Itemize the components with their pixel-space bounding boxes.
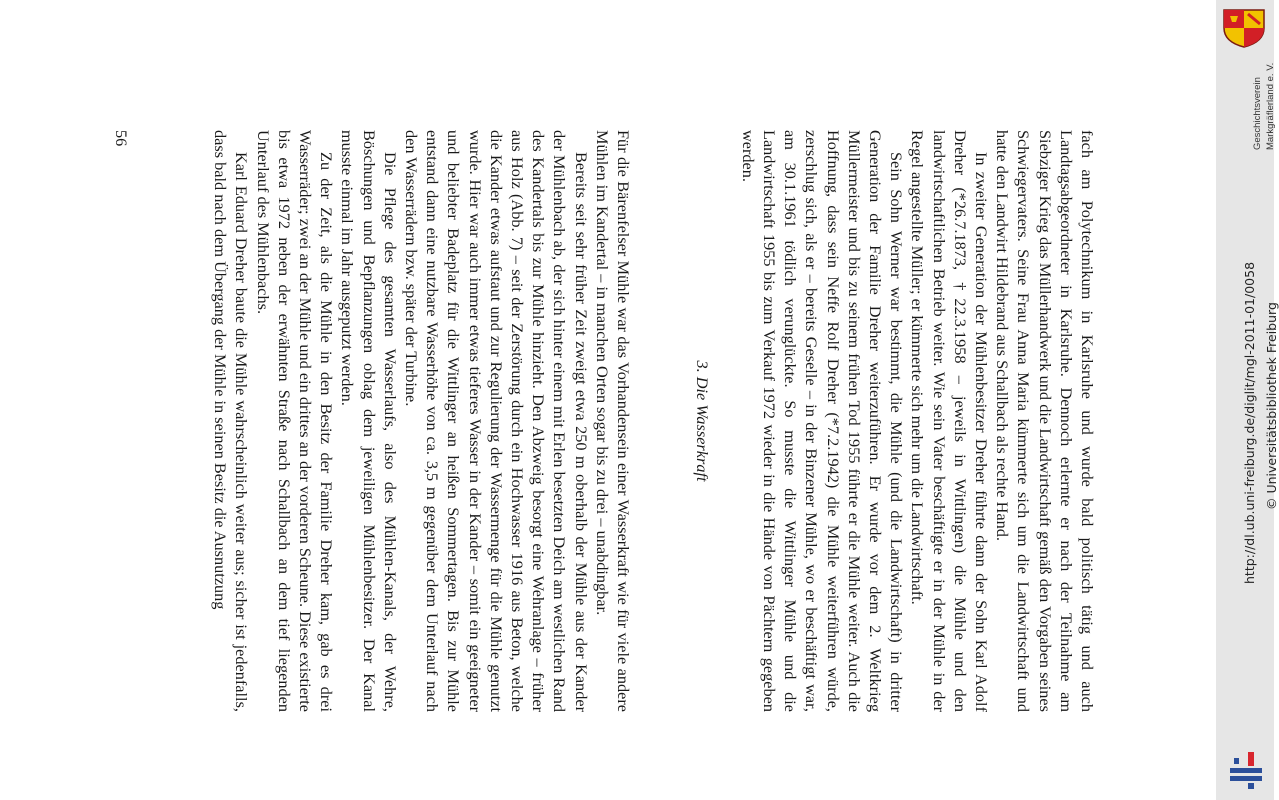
paragraph: Bereits seit sehr früher Zeit zweigt etwa 250 m oberhalb der Mühle aus der Kander der Mühlenbach ab, der sich hinter einem mit Erlen besetzten Deich am westlichen Rand des Kandertals bis zur Mühle hinzieht. Den Abzweig besorgt eine Wehranlage – früher aus Holz (Abb. 7) – seit der Zerstörung durch ein Hochwasser 1916 aus Beton, welche die Kander etwas aufstaut und zur Regulierung der Wassermenge für die Mühle genutzt wurde. Hier war auch immer etwas tieferes Wasser in der Kander – somit ein geeigneter und beliebter Badeplatz für die Wittlinger an heißen Sommertagen. Bis zur Mühle entstand dann eine nutzbare Wasserhöhe von ca. 3,5 m gegenüber dem Unterlauf nach den Wasserrädern bzw. später der Turbine. — [401, 130, 591, 712]
paragraph: Die Pflege des gesamten Wasserlaufs, also des Mühlen-Kanals, der Wehre, Böschungen und Bepflanzungen oblag dem jeweiligen Mühlenbesitzer. Der Kanal musste einmal im Jahr ausgeputzt werden. — [338, 130, 400, 712]
permalink-url[interactable]: http://dl.ub.uni-freiburg.de/diglit/mgl-2011-01/0058 — [1242, 261, 1257, 584]
coat-of-arms-icon — [1222, 8, 1266, 48]
society-name: Geschichtsverein — [1252, 77, 1263, 150]
paragraph: Karl Eduard Dreher baute die Mühle wahrscheinlich weiter aus; sicher ist jedenfalls, dass bald nach dem Übergang der Mühle in seinen Besitz die Ausnutzung — [211, 130, 252, 712]
society-name-line2: Markgräflerland e. V. — [1265, 62, 1276, 150]
paragraph: Sein Sohn Werner war bestimmt, die Mühle (und die Landwirtschaft) in dritter Generation der Familie Dreher weiterzuführen. Er wurde vor dem 2. Weltkrieg Müllermeister und bis zu seinem frühen Tod 1955 führte er die Mühle weiter. Auch die Hoffnung, dass sein Neffe Rolf Dreher (*7.2.1942) die Mühle weiterführen würde, zerschlug sich, als er – bereits Geselle – in der Binzener Mühle, wo er beschäftigt war, am 30.1.1961 tödlich verunglückte. So musste die Wittlinger Mühle und die Landwirtschaft 1955 bis zum Verkauf 1972 wieder in die Hände von Pächtern gegeben werden. — [738, 130, 907, 712]
page-number: 56 — [112, 130, 131, 147]
text-block-top — [738, 130, 1098, 712]
copyright-notice: © Universitätsbibliothek Freiburg — [1264, 302, 1279, 510]
paragraph: Für die Bärenfelser Mühle war das Vorhandensein einer Wasserkraft wie für viele andere Mühlen im Kandertal – in manchen Orten sogar bis zu drei – unabdingbar. — [592, 130, 633, 712]
paragraph: fach am Polytechnikum in Karlsruhe und wurde bald politisch tätig und auch Landtagsabgeordneter in Karlsruhe. Dennoch erlernte er nach der Teilnahme am Siebziger Krieg das Müllerhandwerk und die Landwirtschaft gemäß den Vorgaben seines Schwiegervaters. Seine Frau Anna Maria kümmerte sich um die Landwirtschaft und hatte den Landwirt Hildebrand aus Schallbach als rechte Hand. — [993, 130, 1097, 712]
paragraph: Zu der Zeit, als die Mühle in den Besitz der Familie Dreher kam, gab es drei Wasserräder; zwei an der Mühle und ein drittes an der vorderen Scheune. Diese existierte bis etwa 1972 neben der erwähnten Straße nach Schallbach an dem tief liegenden Unterlauf des Mühlenbachs. — [253, 130, 337, 712]
text-block-bottom — [210, 130, 634, 712]
university-library-logo-icon — [1224, 748, 1268, 792]
section-heading: 3. Die Wasserkraft — [693, 360, 712, 482]
paragraph: In zweiter Generation der Mühlenbesitzer Dreher führte dann der Sohn Karl Adolf Dreher (*26.7.1873, †22.3.1958 – jeweils in Wittlingen) die Mühle und den landwirtschaftlichen Betrieb weiter. Wie sein Vater beschäftigte er in der Mühle in der Regel angestellte Müller; er kümmerte sich mehr um die Landwirtschaft. — [908, 130, 991, 712]
